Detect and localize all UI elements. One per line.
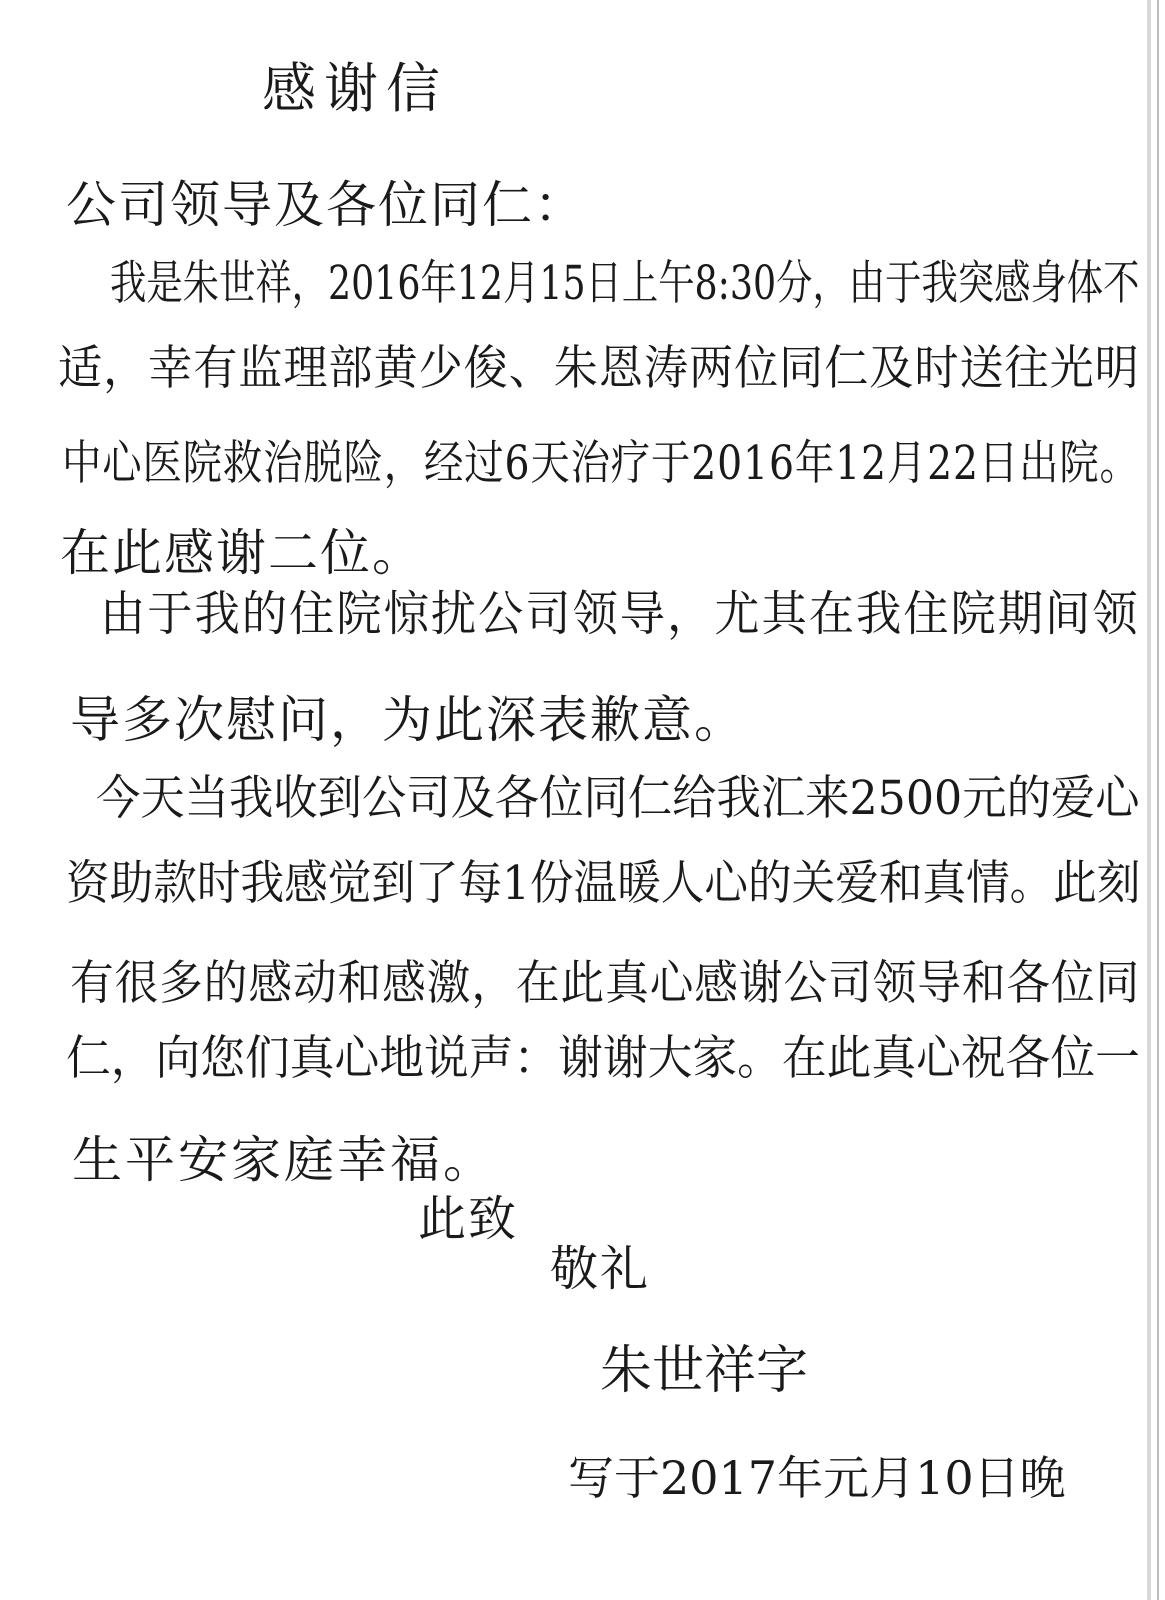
paragraph-3-line-1: 今天当我收到公司及各位同仁给我汇来2500元的爱心 — [96, 771, 1140, 826]
letter-title: 感谢信 — [262, 57, 448, 120]
letter-date: 写于2017年元月10日晚 — [568, 1451, 1066, 1505]
closing-line-1: 此致 — [418, 1191, 519, 1247]
paragraph-3-line-2: 资助款时我感觉到了每1份温暖人心的关爱和真情。此刻 — [66, 856, 1141, 911]
scan-edge-line — [1157, 0, 1159, 1600]
paragraph-3-line-4: 仁，向您们真心地说声：谢谢大家。在此真心祝各位一 — [66, 1031, 1140, 1086]
paragraph-1-line-4: 在此感谢二位。 — [60, 524, 424, 582]
paragraph-1-line-1: 我是朱世祥，2016年12月15日上午8:30分，由于我突感身体不 — [110, 256, 1140, 311]
paragraph-2-line-1: 由于我的住院惊扰公司领导，尤其在我住院期间领 — [100, 586, 1140, 642]
signature: 朱世祥字 — [600, 1341, 809, 1401]
paragraph-3-line-5: 生平安家庭幸福。 — [72, 1131, 496, 1189]
scan-edge-shadow — [1147, 0, 1151, 1600]
paragraph-1-line-3: 中心医院救治脱险，经过6天治疗于2016年12月22日出院。 — [62, 436, 1140, 491]
closing-line-2: 敬礼 — [550, 1241, 651, 1297]
paragraph-3-line-3: 有很多的感动和感激，在此真心感谢公司领导和各位同 — [70, 956, 1141, 1011]
paragraph-2-line-2: 导多次慰问，为此深表歉意。 — [70, 691, 746, 749]
paragraph-1-line-2: 适，幸有监理部黄少俊、朱恩涛两位同仁及时送往光明 — [58, 341, 1140, 396]
letter-salutation: 公司领导及各位同仁： — [66, 176, 586, 234]
